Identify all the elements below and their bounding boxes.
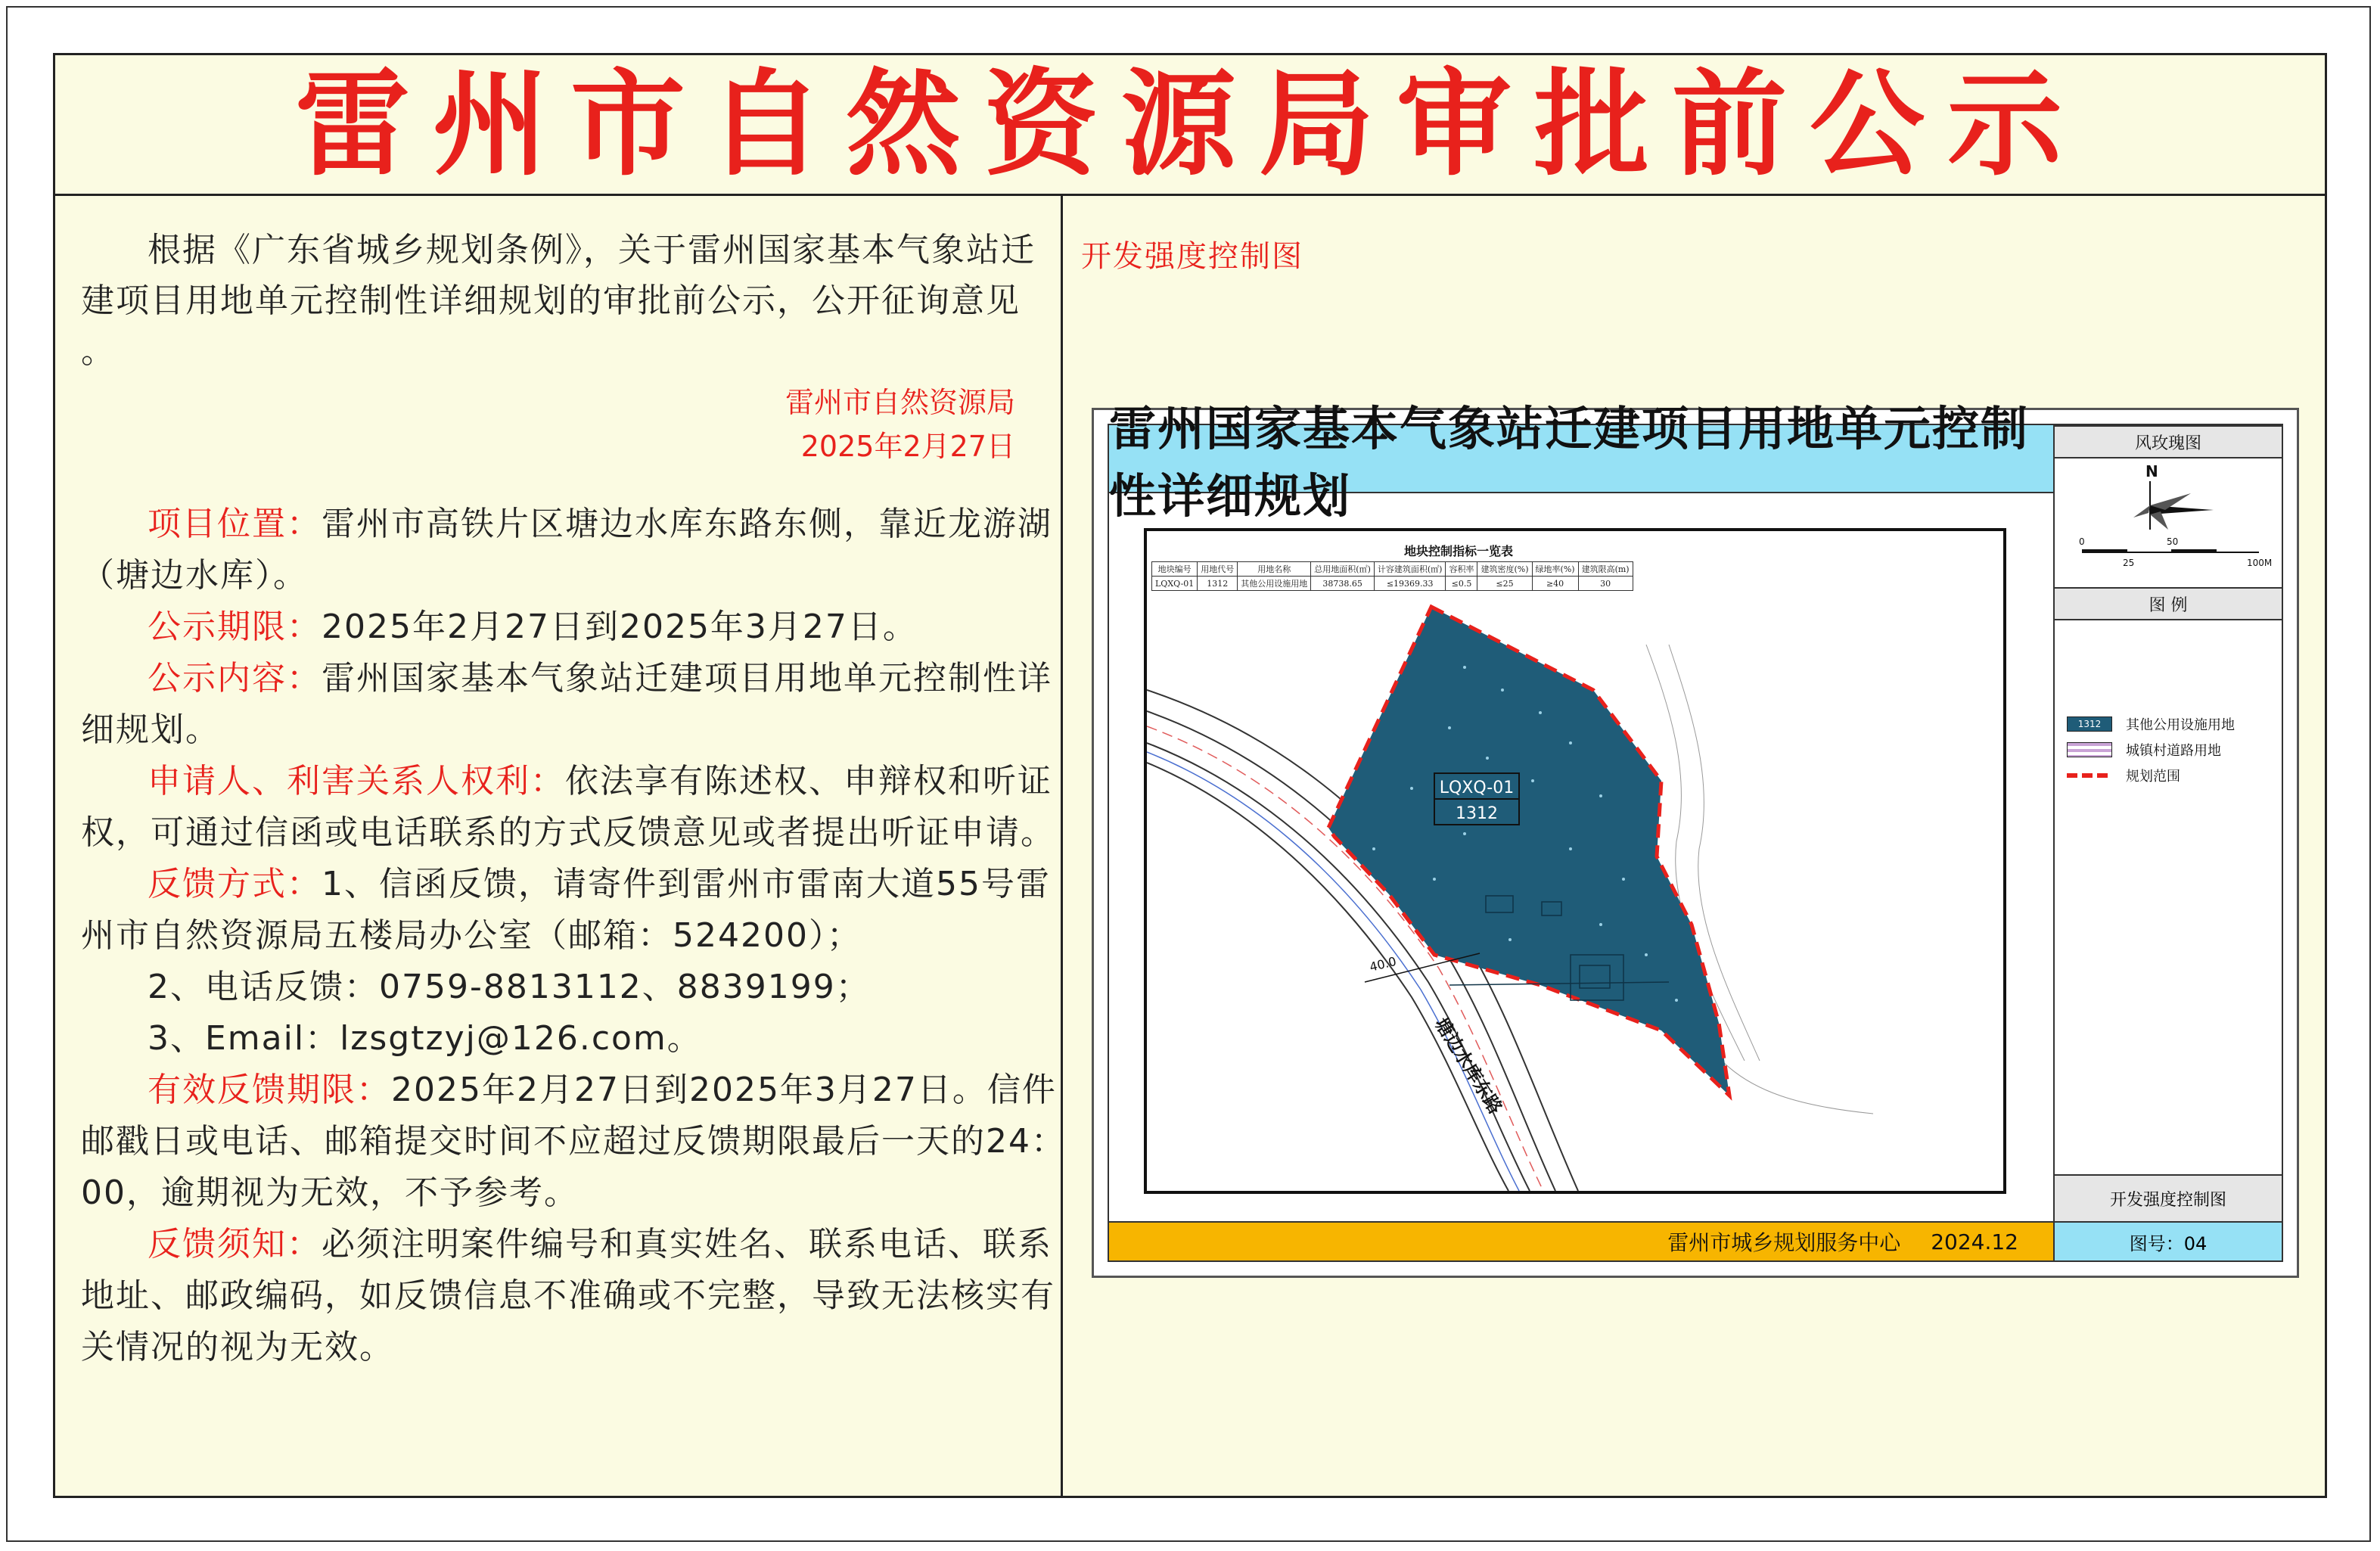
scale-label: 50 <box>2167 536 2179 547</box>
location-label: 项目位置： <box>148 505 322 543</box>
legend-heading: 图 例 <box>2055 587 2282 620</box>
valid-period-text: 2025年2月27日到2025年3月27日。信件邮戳日或电话、邮箱提交时间不应超过反馈期限最后一天的24：00，逾期视为无效，不予参考。 <box>81 1071 1066 1212</box>
notice-paragraph <box>81 1219 1072 1373</box>
legend-swatch-facility: 1312 <box>2067 716 2112 732</box>
feedback-email[interactable]: 3、Email：lzsgtzyj@126.com。 <box>148 1019 702 1058</box>
legend-swatch-road <box>2067 742 2112 757</box>
index-header-cell: 用地名称 <box>1238 562 1311 577</box>
index-header-cell: 地块编号 <box>1152 562 1198 577</box>
plan-section-title: 开发强度控制图 <box>1081 239 1303 274</box>
feedback-line-2-paragraph <box>81 962 1072 1013</box>
feedback-line-2: 2、电话反馈：0759-8813112、8839199； <box>148 968 871 1006</box>
site-plan-drawing <box>1147 531 2003 1191</box>
footer-organization: 雷州市城乡规划服务中心 <box>1667 1230 1901 1255</box>
scale-label: 0 <box>2079 536 2085 547</box>
index-header-cell: 计容建筑面积(㎡) <box>1374 562 1446 577</box>
valid-period-paragraph <box>81 1065 1072 1219</box>
index-cell: ≤25 <box>1477 577 1532 591</box>
plan-drawing-frame <box>1092 401 2299 1278</box>
legend-item <box>2067 713 2235 735</box>
legend-label: 其他公用设施用地 <box>2126 717 2235 733</box>
figure-number-cell: 图号：04 <box>2055 1221 2282 1260</box>
notice-title: 雷州市自然资源局审批前公示 <box>295 57 2085 191</box>
index-cell: 38738.65 <box>1311 577 1375 591</box>
content-paragraph <box>81 653 1072 756</box>
plan-map <box>1144 528 2006 1194</box>
period-label: 公示期限： <box>148 608 322 646</box>
parcel-code-label: 1312 <box>1456 804 1498 823</box>
index-header-cell: 容积率 <box>1446 562 1477 577</box>
period-paragraph <box>81 601 1072 653</box>
notice-text-column <box>55 196 1066 1496</box>
feedback-paragraph <box>81 859 1072 962</box>
feedback-label: 反馈方式： <box>148 865 322 903</box>
content-label: 公示内容： <box>148 659 322 698</box>
plan-footer-bar <box>1109 1221 2053 1260</box>
notice-label: 反馈须知： <box>148 1225 322 1263</box>
index-table-title: 地块控制指标一览表 <box>1404 544 1514 558</box>
index-cell: ≤19369.33 <box>1374 577 1446 591</box>
notice-board <box>53 53 2327 1498</box>
index-header-cell: 建筑限高(m) <box>1578 562 1633 577</box>
content-text: 雷州国家基本气象站迁建项目用地单元控制性详细规划。 <box>81 659 1052 749</box>
location-paragraph <box>81 499 1072 601</box>
legend-swatch-boundary <box>2067 773 2112 778</box>
feedback-line-3-paragraph <box>81 1013 1072 1065</box>
intro-paragraph <box>81 225 1064 377</box>
index-cell: 30 <box>1578 577 1633 591</box>
index-cell: LQXQ-01 <box>1152 577 1198 591</box>
intro-text: 根据《广东省城乡规划条例》，关于雷州国家基本气象站迁建项目用地单元控制性详细规划的审批前公示，公开征询意见 。 <box>81 231 1036 371</box>
index-cell: 其他公用设施用地 <box>1238 577 1311 591</box>
rights-text: 依法享有陈述权、申辩权和听证权，可通过信函或电话联系的方式反馈意见或者提出听证申请。 <box>81 762 1055 852</box>
location-text: 雷州市高铁片区塘边水库东路东侧，靠近龙游湖（塘边水库）。 <box>81 505 1052 595</box>
agency-name: 雷州市自然资源局 <box>785 386 1015 419</box>
index-cell: 1312 <box>1198 577 1238 591</box>
index-header-cell: 绿地率(%) <box>1532 562 1578 577</box>
road-name-label: 塘边水库东路 <box>1430 1014 1506 1118</box>
plan-side-panel <box>2053 425 2282 1260</box>
legend-item <box>2067 738 2221 761</box>
notice-body <box>81 499 1072 1373</box>
valid-period-label: 有效反馈期限： <box>148 1071 391 1109</box>
legend-label: 城镇村道路用地 <box>2126 743 2221 759</box>
compass-rose-icon <box>2055 460 2282 581</box>
index-header-cell: 用地代号 <box>1198 562 1238 577</box>
plan-title: 雷州国家基本气象站迁建项目用地单元控制性详细规划 <box>1109 425 2053 493</box>
footer-date: 2024.12 <box>1931 1229 2018 1254</box>
index-header-cell: 总用地面积(㎡) <box>1311 562 1375 577</box>
road-width-label: 40.0 <box>1368 953 1398 974</box>
compass-heading: 风玫瑰图 <box>2055 425 2282 458</box>
road-width-dimension <box>1365 953 1480 982</box>
notice-text: 必须注明案件编号和真实姓名、联系电话、联系地址、邮政编码，如反馈信息不准确或不完整，导致无法核实有关情况的视为无效。 <box>81 1225 1055 1366</box>
feedback-line-1: 1、信函反馈，请寄件到雷州市雷南大道55号雷州市自然资源局五楼局办公室（邮箱：524200）； <box>81 865 1051 955</box>
plan-column <box>1063 196 2325 1496</box>
agency-signature <box>785 381 1015 468</box>
scale-label: 25 <box>2123 558 2135 568</box>
legend-item <box>2067 764 2180 787</box>
notice-header <box>55 55 2325 196</box>
parcel-id-label: LQXQ-01 <box>1439 779 1515 797</box>
drawing-name-cell: 开发强度控制图 <box>2055 1174 2282 1221</box>
plan-sheet <box>1108 401 2283 1262</box>
rights-paragraph <box>81 756 1072 859</box>
index-cell: ≤0.5 <box>1446 577 1477 591</box>
rights-label: 申请人、利害关系人权利： <box>148 762 565 800</box>
scale-label: 100M <box>2247 558 2273 568</box>
index-header-cell: 建筑密度(%) <box>1477 562 1532 577</box>
parcel-lqxq-01[interactable] <box>1328 607 1729 1096</box>
agency-date: 2025年2月27日 <box>800 430 1015 463</box>
legend-label: 规划范围 <box>2126 769 2180 785</box>
north-label: N <box>2145 462 2158 480</box>
index-cell: ≥40 <box>1532 577 1578 591</box>
parcel-label-box <box>1434 773 1519 825</box>
period-text: 2025年2月27日到2025年3月27日。 <box>322 608 918 646</box>
